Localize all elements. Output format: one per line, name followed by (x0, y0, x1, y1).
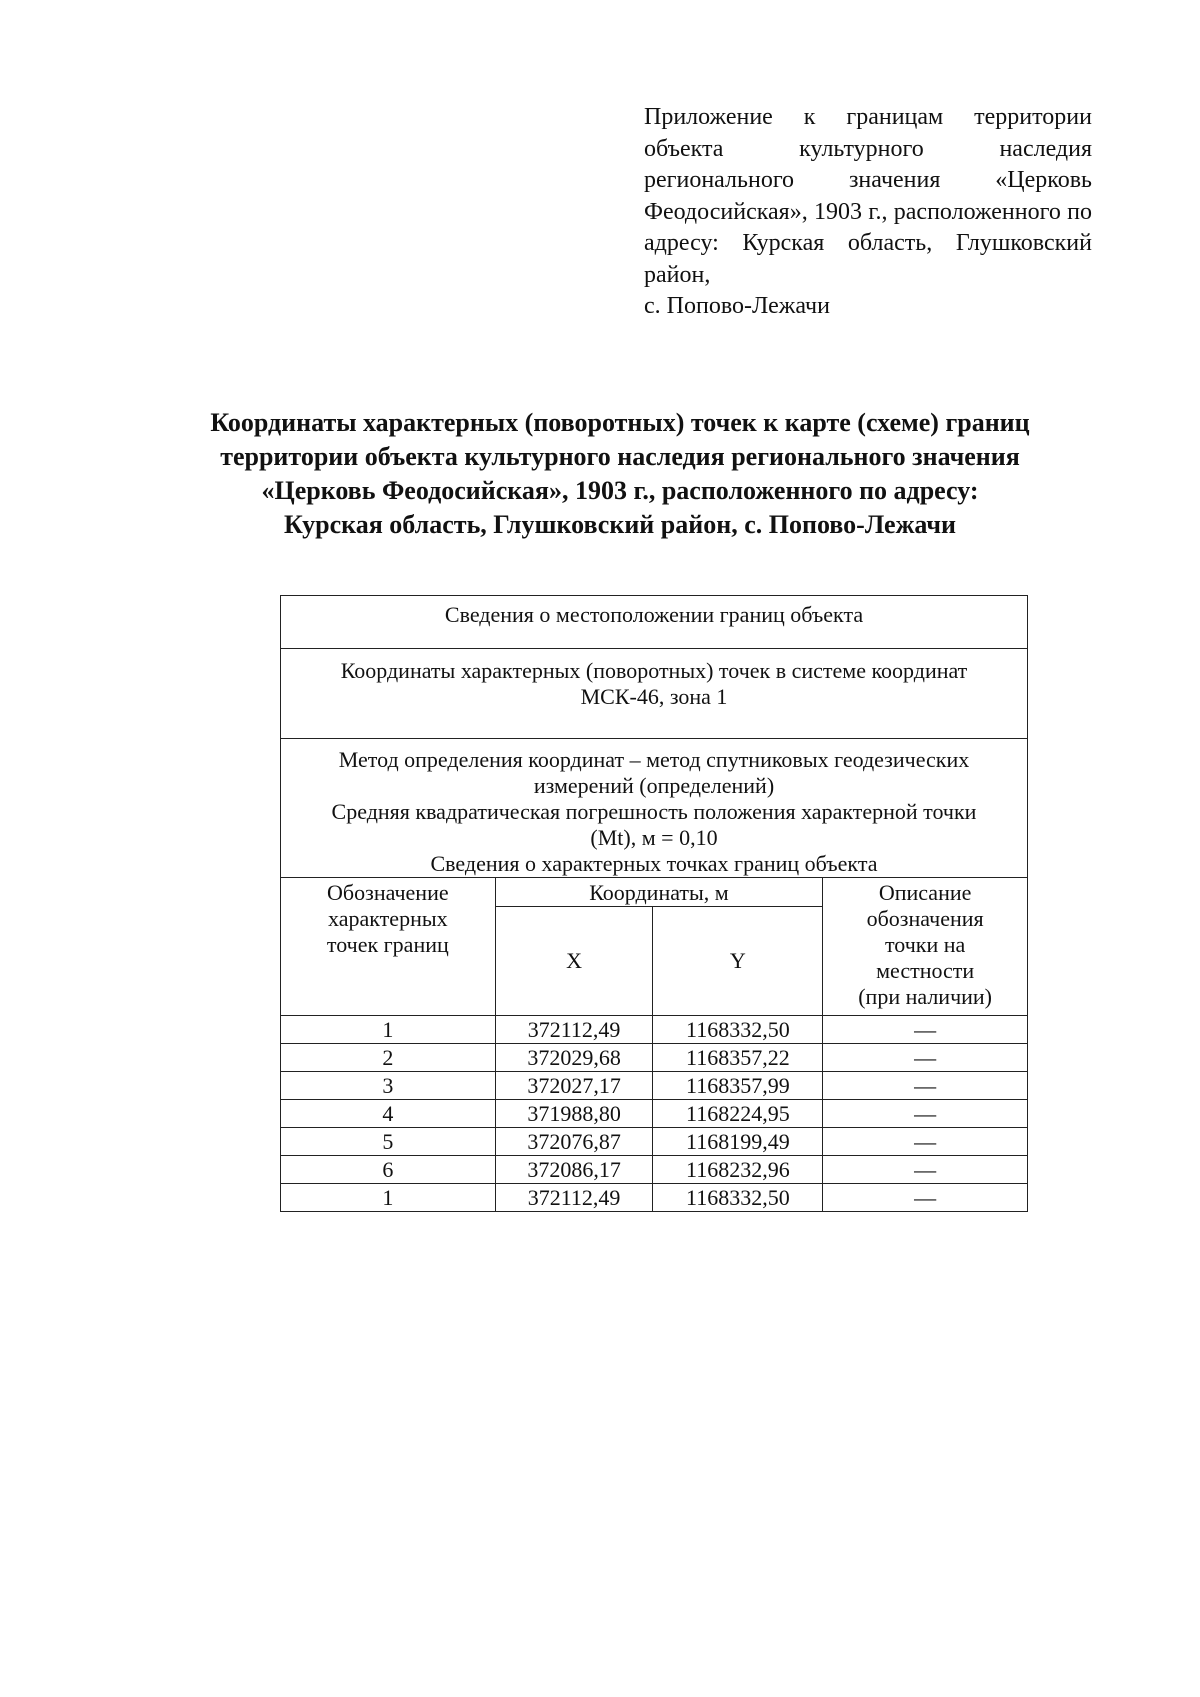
title-line: Координаты характерных (поворотных) точек к карте (схеме) границ (210, 408, 1030, 437)
appendix-line: Приложение к границам территории (644, 104, 1092, 130)
location-header: Сведения о местоположении границ объекта (444, 602, 864, 627)
point-cell: 6 (281, 1156, 496, 1184)
x-cell: 372086,17 (495, 1156, 653, 1184)
y-cell: 1168332,50 (653, 1184, 823, 1212)
y-header-label: Y (729, 948, 746, 973)
description-header-line: местности (876, 958, 975, 983)
description-cell: — (823, 1016, 1028, 1044)
point-cell: 1 (281, 1184, 496, 1212)
method-line: Метод определения координат – метод спутниковых геодезических (338, 747, 970, 772)
title-line: территории объекта культурного наследия регионального значения (220, 442, 1020, 471)
table-row (281, 1072, 1028, 1100)
y-cell: 1168357,99 (653, 1072, 823, 1100)
coordinates-table (280, 595, 1028, 1212)
y-cell: 1168332,50 (653, 1016, 823, 1044)
point-cell: 4 (281, 1100, 496, 1128)
description-header (823, 878, 1028, 1016)
table-row (281, 1184, 1028, 1212)
point-cell: 3 (281, 1072, 496, 1100)
title-line: Курская область, Глушковский район, с. Попово-Лежачи (283, 510, 957, 539)
point-cell: 5 (281, 1128, 496, 1156)
location-header-cell (281, 596, 1028, 649)
appendix-line: объекта культурного наследия (644, 135, 1092, 162)
coord-system-line: МСК-46, зона 1 (580, 684, 728, 709)
appendix-line: с. Попово-Лежачи (644, 293, 830, 319)
description-cell: — (823, 1184, 1028, 1212)
x-cell: 372029,68 (495, 1044, 653, 1072)
point-cell: 2 (281, 1044, 496, 1072)
description-cell: — (823, 1156, 1028, 1184)
appendix-line: расположенного по адресу: Курская (644, 198, 1092, 256)
description-cell: — (823, 1100, 1028, 1128)
error-line: (Mt), м = 0,10 (590, 825, 718, 850)
error-line: Средняя квадратическая погрешность положения характерной точки (331, 799, 977, 824)
y-header (653, 907, 823, 1016)
appendix-note (644, 102, 1092, 323)
table-row (281, 1100, 1028, 1128)
y-cell: 1168199,49 (653, 1128, 823, 1156)
description-header-line: точки на (884, 932, 966, 957)
point-cell: 1 (281, 1016, 496, 1044)
description-cell: — (823, 1128, 1028, 1156)
description-header-line: обозначения (866, 906, 984, 931)
table-row (281, 1044, 1028, 1072)
x-header-label: X (566, 948, 583, 973)
coordinates-header-label: Координаты, м (589, 880, 729, 905)
appendix-line: Феодосийская», 1903 г., (644, 198, 888, 225)
x-cell: 372112,49 (495, 1184, 653, 1212)
method-line: измерений (определений) (533, 773, 775, 798)
coord-system-cell (281, 649, 1028, 739)
y-cell: 1168232,96 (653, 1156, 823, 1184)
description-cell: — (823, 1072, 1028, 1100)
appendix-line: регионального значения «Церковь (644, 167, 1092, 193)
designation-header-line: точек границ (326, 932, 449, 957)
title-line: «Церковь Феодосийская», 1903 г., расположенного по адресу: (261, 476, 979, 505)
document-title (160, 406, 1080, 542)
appendix-line: область, Глушковский район, (644, 230, 1092, 288)
points-header: Сведения о характерных точках границ объекта (430, 851, 878, 876)
y-cell: 1168357,22 (653, 1044, 823, 1072)
description-cell: — (823, 1044, 1028, 1072)
table-row (281, 1156, 1028, 1184)
description-header-line: Описание (878, 880, 972, 905)
x-cell: 372076,87 (495, 1128, 653, 1156)
designation-header-line: характерных (328, 906, 448, 931)
coord-system-line: Координаты характерных (поворотных) точек в системе координат (340, 658, 968, 683)
designation-header-line: Обозначение (327, 880, 449, 905)
description-header-line: (при наличии) (858, 984, 993, 1009)
y-cell: 1168224,95 (653, 1100, 823, 1128)
x-cell: 372027,17 (495, 1072, 653, 1100)
designation-header (281, 878, 496, 1016)
table-row (281, 1016, 1028, 1044)
x-cell: 372112,49 (495, 1016, 653, 1044)
x-header (495, 907, 653, 1016)
x-cell: 371988,80 (495, 1100, 653, 1128)
table-row (281, 1128, 1028, 1156)
method-cell (281, 739, 1028, 878)
coordinates-header (495, 878, 823, 907)
